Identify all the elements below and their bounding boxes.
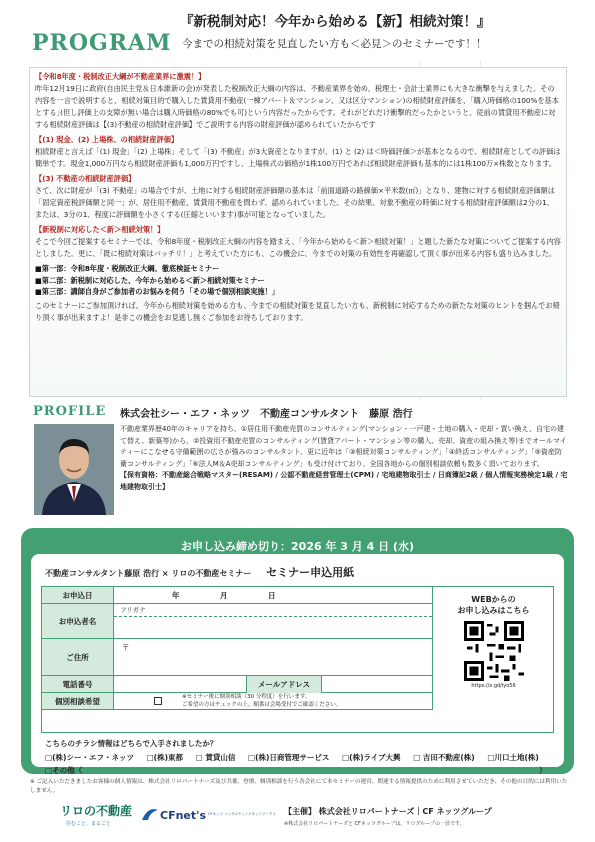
form-title-small: 不動産コンサルタント藤原 浩行 × リロの不動産セミナー <box>45 569 252 578</box>
section-body: 昨年12月19日に政府(自由民主党＆日本維新の会)が発表した税制改正大綱の内容は、不動産業界を始め、税理士・会計士業界にも大きな衝撃を与えました。その内容を一言で説明すると、相続対策目的で購入した賃貸用不動産(一棟アパート＆マンション、又は区分マンション)の相続財産評価を、｢購入時価格の100%を基本とする｣(但し評価上の支障が無い場合は購入時価格の80%でも可)という内容だったからです。それがどれだけ衝撃的だったかというと、従前の賃貸用不動産に対する相続財産評価は【(3)不動産の相続財産評価】でご説明する内容の財産評価が認められていたからです <box>35 84 559 129</box>
date-field[interactable] <box>114 587 432 604</box>
month-label: 月 <box>220 591 228 600</box>
survey-option[interactable]: □(株)シー・エフ・ネッツ <box>45 753 134 762</box>
date-row <box>42 587 432 604</box>
program-list <box>35 263 561 298</box>
form-title-big: セミナー申込用紙 <box>266 566 355 579</box>
cfnets-logo <box>140 804 276 826</box>
survey-options <box>45 751 555 777</box>
program-item: ■第三部：講師自身がご参加者のお悩みを伺う「その場で個別相談実施！」 <box>35 287 279 296</box>
application-form <box>31 554 564 775</box>
speaker-name-line: 株式会社シー・エフ・ネッツ 不動産コンサルタント 藤原 浩行 <box>120 409 413 420</box>
postal-mark: 〒 <box>122 643 130 652</box>
name-field[interactable] <box>114 616 432 638</box>
name-label: お申込者名 <box>42 604 114 638</box>
speaker-photo <box>34 424 114 515</box>
phone-field[interactable] <box>114 676 246 693</box>
consult-note-line: ご希望の方はチェックの上、順番は会場受付でご確認ください。 <box>182 701 342 708</box>
survey-option-other[interactable]: □その他（ <box>45 766 83 775</box>
program-item: ■第二部：新税制に対応した、今年から始める＜新＞相続対策セミナー <box>35 275 265 285</box>
survey-option[interactable]: □ 賃貸山信 <box>195 753 236 762</box>
email-label: メールアドレス <box>246 676 322 693</box>
qr-section <box>432 587 554 710</box>
privacy-note: ※ ご記入いただきましたお客様の個人情報は、株式会社リロパートナーズ及び共催、登壇、個別相談を行う各会社にて本セミナーの運営、関連する情報提供のために利用させていただき、その他の目的には利用いたしません。 <box>30 779 568 794</box>
phone-row <box>42 676 432 693</box>
qualifications: 【保有資格：不動産総合戦略マスター(RESAM) / 公認不動産経営管理士(CPM) / 宅地建物取引士 / 日商簿記2級 / 個人情報実務検定1級 / 宅地建物取引士】 <box>120 471 568 491</box>
host-organizer: 【主催】 株式会社リロパートナーズ｜CF ネッツグループ <box>284 807 492 816</box>
year-label: 年 <box>172 591 180 600</box>
riro-logo-text: リロの不動産 <box>60 804 133 818</box>
qr-url: https://x.gd/lyo56 <box>471 683 516 689</box>
survey-option[interactable]: □ 吉田不動産(株) <box>413 753 475 762</box>
form-title <box>45 564 354 580</box>
survey-other-close: ） <box>539 766 547 775</box>
consult-note <box>182 694 341 709</box>
consult-row <box>42 693 432 710</box>
program-description-box <box>29 67 567 397</box>
section-body: 相続財産と言えば「(1) 現金」「(2) 上場株」そして「(3) 不動産」が3大資産となりますが、(1) と (2) は＜時価評価＞が基本となるので、相続財産としての評価は簡単です。現金1,000万円なら相続財産評価も1,000万円ですし、上場株式の価格が1株100万円であれば相続財産評価も基本的には1株100万×株数となります。 <box>35 147 561 168</box>
cfnets-logo-text: CFnet's <box>160 809 207 822</box>
qr-title <box>433 594 554 616</box>
form-table <box>41 586 554 733</box>
section-body: さて、次に財産が「(3) 不動産」の場合ですが、土地に対する相続財産評価額の基本は「前面道路の路線価×平米数(㎡)」となり、建物に対する相続財産評価額は「固定資産税評価額と同一」が、居住用不動産、賃貸用不動産を問わず、認められていました。その結果、対象不動産の時価に対する相続財産評価額は2分の1、または、3分の1、程度に評価額を小さくする(圧縮といいます)事が可能となっていました。 <box>35 186 555 219</box>
program-item: ■第一部：令和8年度・税制改正大綱、徹底検証セミナー <box>35 264 220 273</box>
profile-body: 不動産業界歴40年のキャリアを持ち、①居住用不動産売買のコンサルティング(マンション・一戸建・土地の購入・売却・買い換え、自宅の建て替え、新築等)から、②投資用不動産売買のコンサルティング(賃貸アパート・マンション等の購入、売却、資産の組み換え等)までオールマイティーにこなせる守備範囲の広さが強みのコンサルタント。更に近年は「③相続対策コンサルティング」「④終活コンサルティング」「⑤資産防衛コンサルティング」「⑥法人M＆A売却コンサルティング」も受け付けており、全国各地からの個別相談依頼も数多く頂いております。 <box>120 425 567 468</box>
survey-option[interactable]: □(株)ライブ大興 <box>342 753 401 762</box>
closing-text: このセミナーにご参加頂ければ、今年から相続対策を始める方も、今までの相続対策を見直したい方も、新税制に対応するための新たな対策のヒントを掴んでお帰り頂く事が出来ますよ！是非この機会をお見逃し無くご参加をお待ちしております。 <box>35 300 560 322</box>
consult-label: 個別相談希望 <box>42 693 114 709</box>
qr-title-line: お申し込みはこちら <box>457 606 530 615</box>
furigana-label: フリガナ <box>120 606 146 614</box>
email-field[interactable] <box>322 676 432 693</box>
seminar-headline: 『新税制対応！今年から始める【新】相続対策！』 <box>180 14 491 30</box>
day-label: 日 <box>268 591 276 600</box>
section-heading: 【新税制に対応した＜新＞相続対策！】 <box>35 225 165 234</box>
application-form-section <box>21 528 574 774</box>
header <box>0 0 595 58</box>
survey-question: こちらのチラシ情報はどちらで入手されましたか？ <box>45 739 218 748</box>
seminar-subheadline: 今までの相続対策を見直したい方も＜必見＞のセミナーです！！ <box>182 38 487 50</box>
profile-description <box>120 424 568 494</box>
qr-code[interactable] <box>464 621 524 681</box>
survey-option[interactable]: □(株)日商管理サービス <box>247 753 330 762</box>
date-label: お申込日 <box>42 587 114 603</box>
deadline-text: お申し込み締め切り：2026 年 3 月 4 日 (水) <box>181 540 414 553</box>
profile-heading: PROFILE <box>33 404 107 419</box>
qr-title-line: WEBからの <box>471 595 516 604</box>
section-body: そこで今回ご提案するセミナーでは、令和8年度・税制改正大綱の内容を踏まえ、「今年から始める＜新＞相続対策！」と題した新たな対策についてご提案する内容としました。更に、「既に相続対策はバッチリ！」と考えていた方にも、この機会に、今までの対策の有効性を再確認して頂く事が出来る内容も盛り込みました。 <box>35 237 561 258</box>
address-row <box>42 639 432 676</box>
program-heading: PROGRAM <box>32 30 172 56</box>
consult-checkbox[interactable] <box>154 697 162 705</box>
name-row <box>42 604 432 639</box>
phone-label: 電話番号 <box>42 676 114 692</box>
section-heading: 【令和8年度・税制改正大綱が不動産業界に激震！】 <box>35 72 206 81</box>
survey-option[interactable]: □川口土地(株) <box>487 753 539 762</box>
riro-logo <box>60 798 133 828</box>
section-heading: 【(3) 不動産の相続財産評価】 <box>35 174 136 183</box>
riro-logo-subtext: 住むこと、まるごと <box>66 821 112 827</box>
survey-option[interactable]: □(株)東都 <box>146 753 184 762</box>
address-label: ご住所 <box>42 639 114 675</box>
consult-note-line: ※セミナー後に個別相談（30 分程度）を行います。 <box>182 694 311 700</box>
address-field[interactable] <box>114 639 432 676</box>
section-heading: 【(1) 現金、(2) 上場株、の相続財産評価】 <box>35 135 179 144</box>
host-note: ※株式会社リロパートナーズと CFネッツグループは、リログループの一員です。 <box>284 821 465 827</box>
cfnets-logo-subtext: CFネッツ コンサルティングネットワークス <box>208 812 276 816</box>
